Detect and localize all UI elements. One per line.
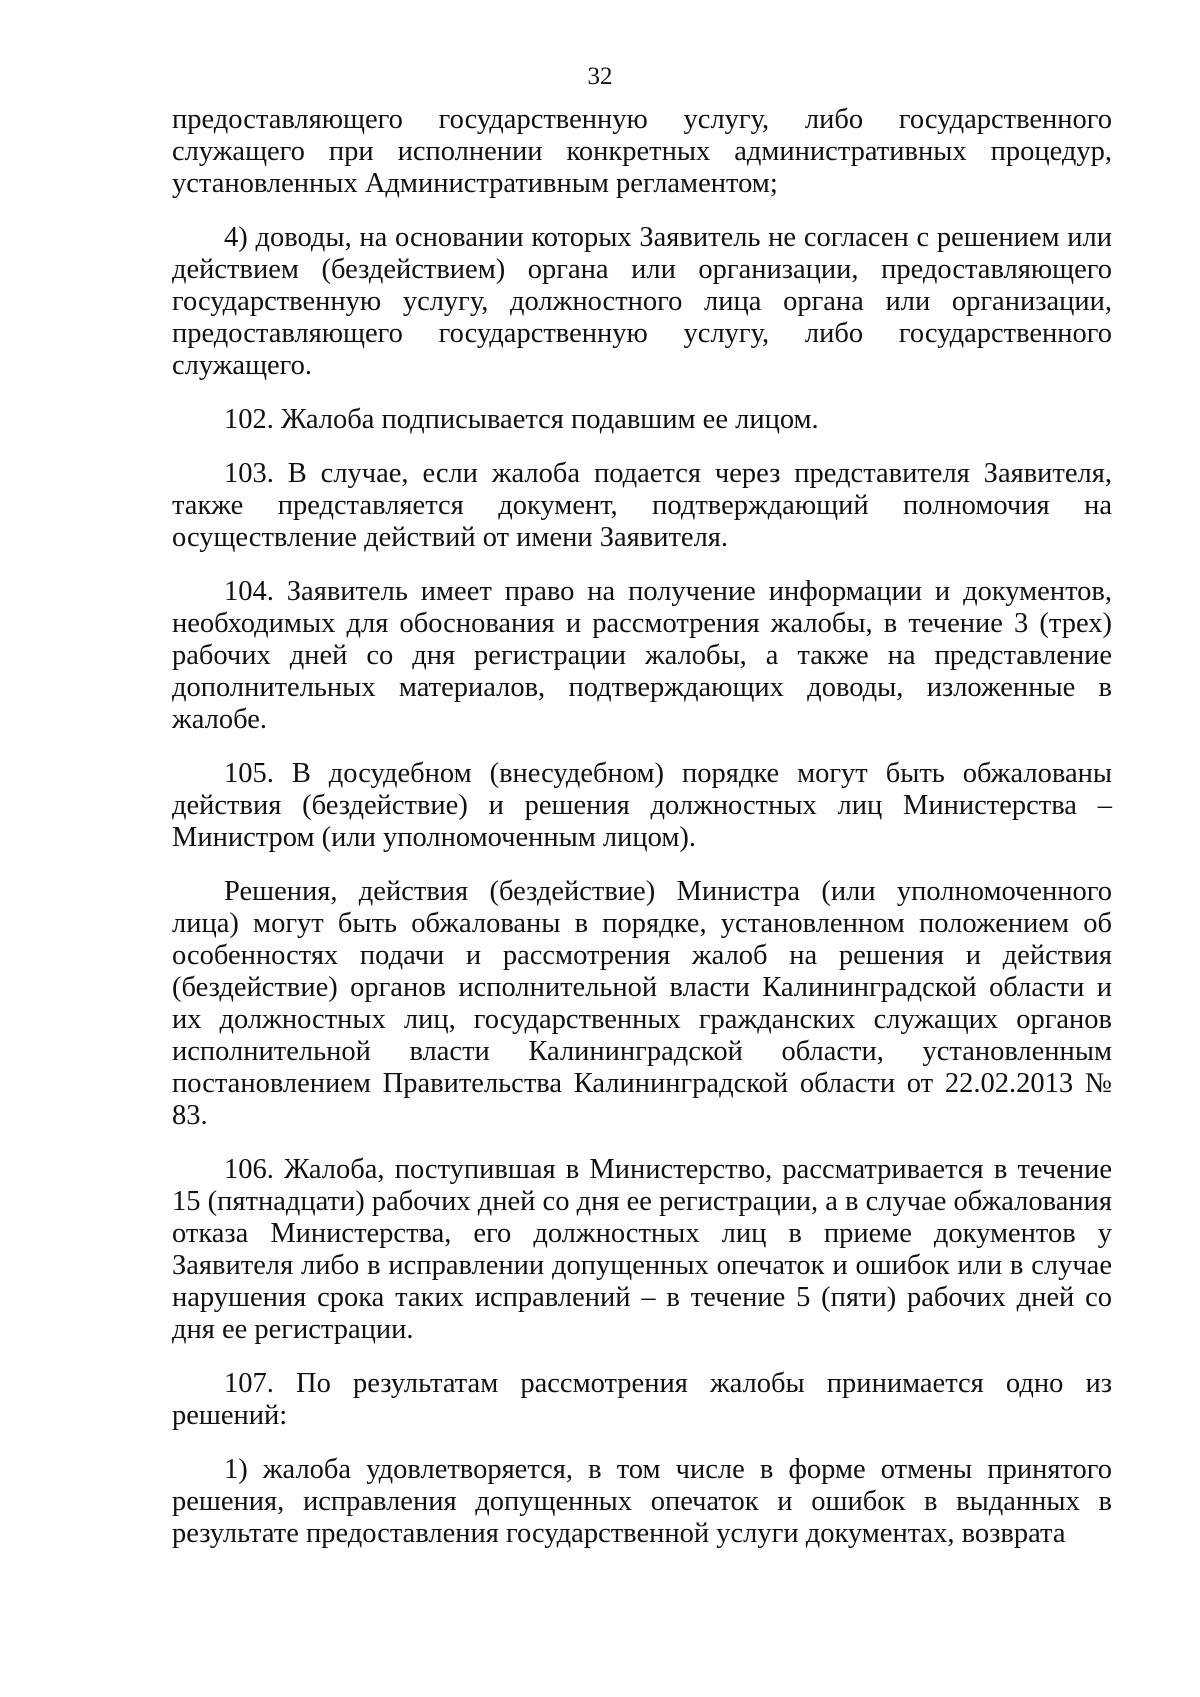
paragraph-107: 107. По результатам рассмотрения жалобы принимается одно из решений: [172,1368,1112,1431]
page-number: 32 [587,63,613,90]
paragraph-105: 105. В досудебном (внесудебном) порядке могут быть обжалованы действия (бездействие) и решения должностных лиц Министерства – Министром (или уполномоченным лицом). [172,758,1112,853]
paragraph-102: 102. Жалоба подписывается подавшим ее лицом. [224,404,819,435]
paragraph-item-4: 4) доводы, на основании которых Заявитель не согласен с решением или действием (бездействием) органа или организации, предоставляющего государственную услугу, должностного лица органа или организации, предоставляющего государственную услугу, либо государственного служащего. [172,222,1112,381]
paragraph-continuation: предоставляющего государственную услугу, либо государственного служащего при исполнении конкретных административных процедур, установленных Административным регламентом; [172,104,1112,199]
paragraph-106: 106. Жалоба, поступившая в Министерство, рассматривается в течение 15 (пятнадцати) рабочих дней со дня ее регистрации, а в случае обжалования отказа Министерства, его должностных лиц в приеме документов у Заявителя либо в исправлении допущенных опечаток и ошибок или в случае нарушения срока таких исправлений – в течение 5 (пяти) рабочих дней со дня ее регистрации. [172,1154,1112,1345]
paragraph-107-item-1: 1) жалоба удовлетворяется, в том числе в форме отмены принятого решения, исправления допущенных опечаток и ошибок в выданных в результате предоставления государственной услуги документах, возврата [172,1454,1112,1549]
paragraph-103: 103. В случае, если жалоба подается через представителя Заявителя, также представляется документ, подтверждающий полномочия на осуществление действий от имени Заявителя. [172,458,1112,553]
paragraph-105-decisions: Решения, действия (бездействие) Министра (или уполномоченного лица) могут быть обжалованы в порядке, установленном положением об особенностях подачи и рассмотрения жалоб на решения и действия (бездействие) органов исполнительной власти Калининградской области и их должностных лиц, государственных гражданских служащих органов исполнительной власти Калининградской области, установленным постановлением Правительства Калининградской области от 22.02.2013 № 83. [172,876,1112,1131]
document-body [172,104,1112,1572]
paragraph-104: 104. Заявитель имеет право на получение информации и документов, необходимых для обоснования и рассмотрения жалобы, в течение 3 (трех) рабочих дней со дня регистрации жалобы, а также на представление дополнительных материалов, подтверждающих доводы, изложенные в жалобе. [172,576,1112,735]
